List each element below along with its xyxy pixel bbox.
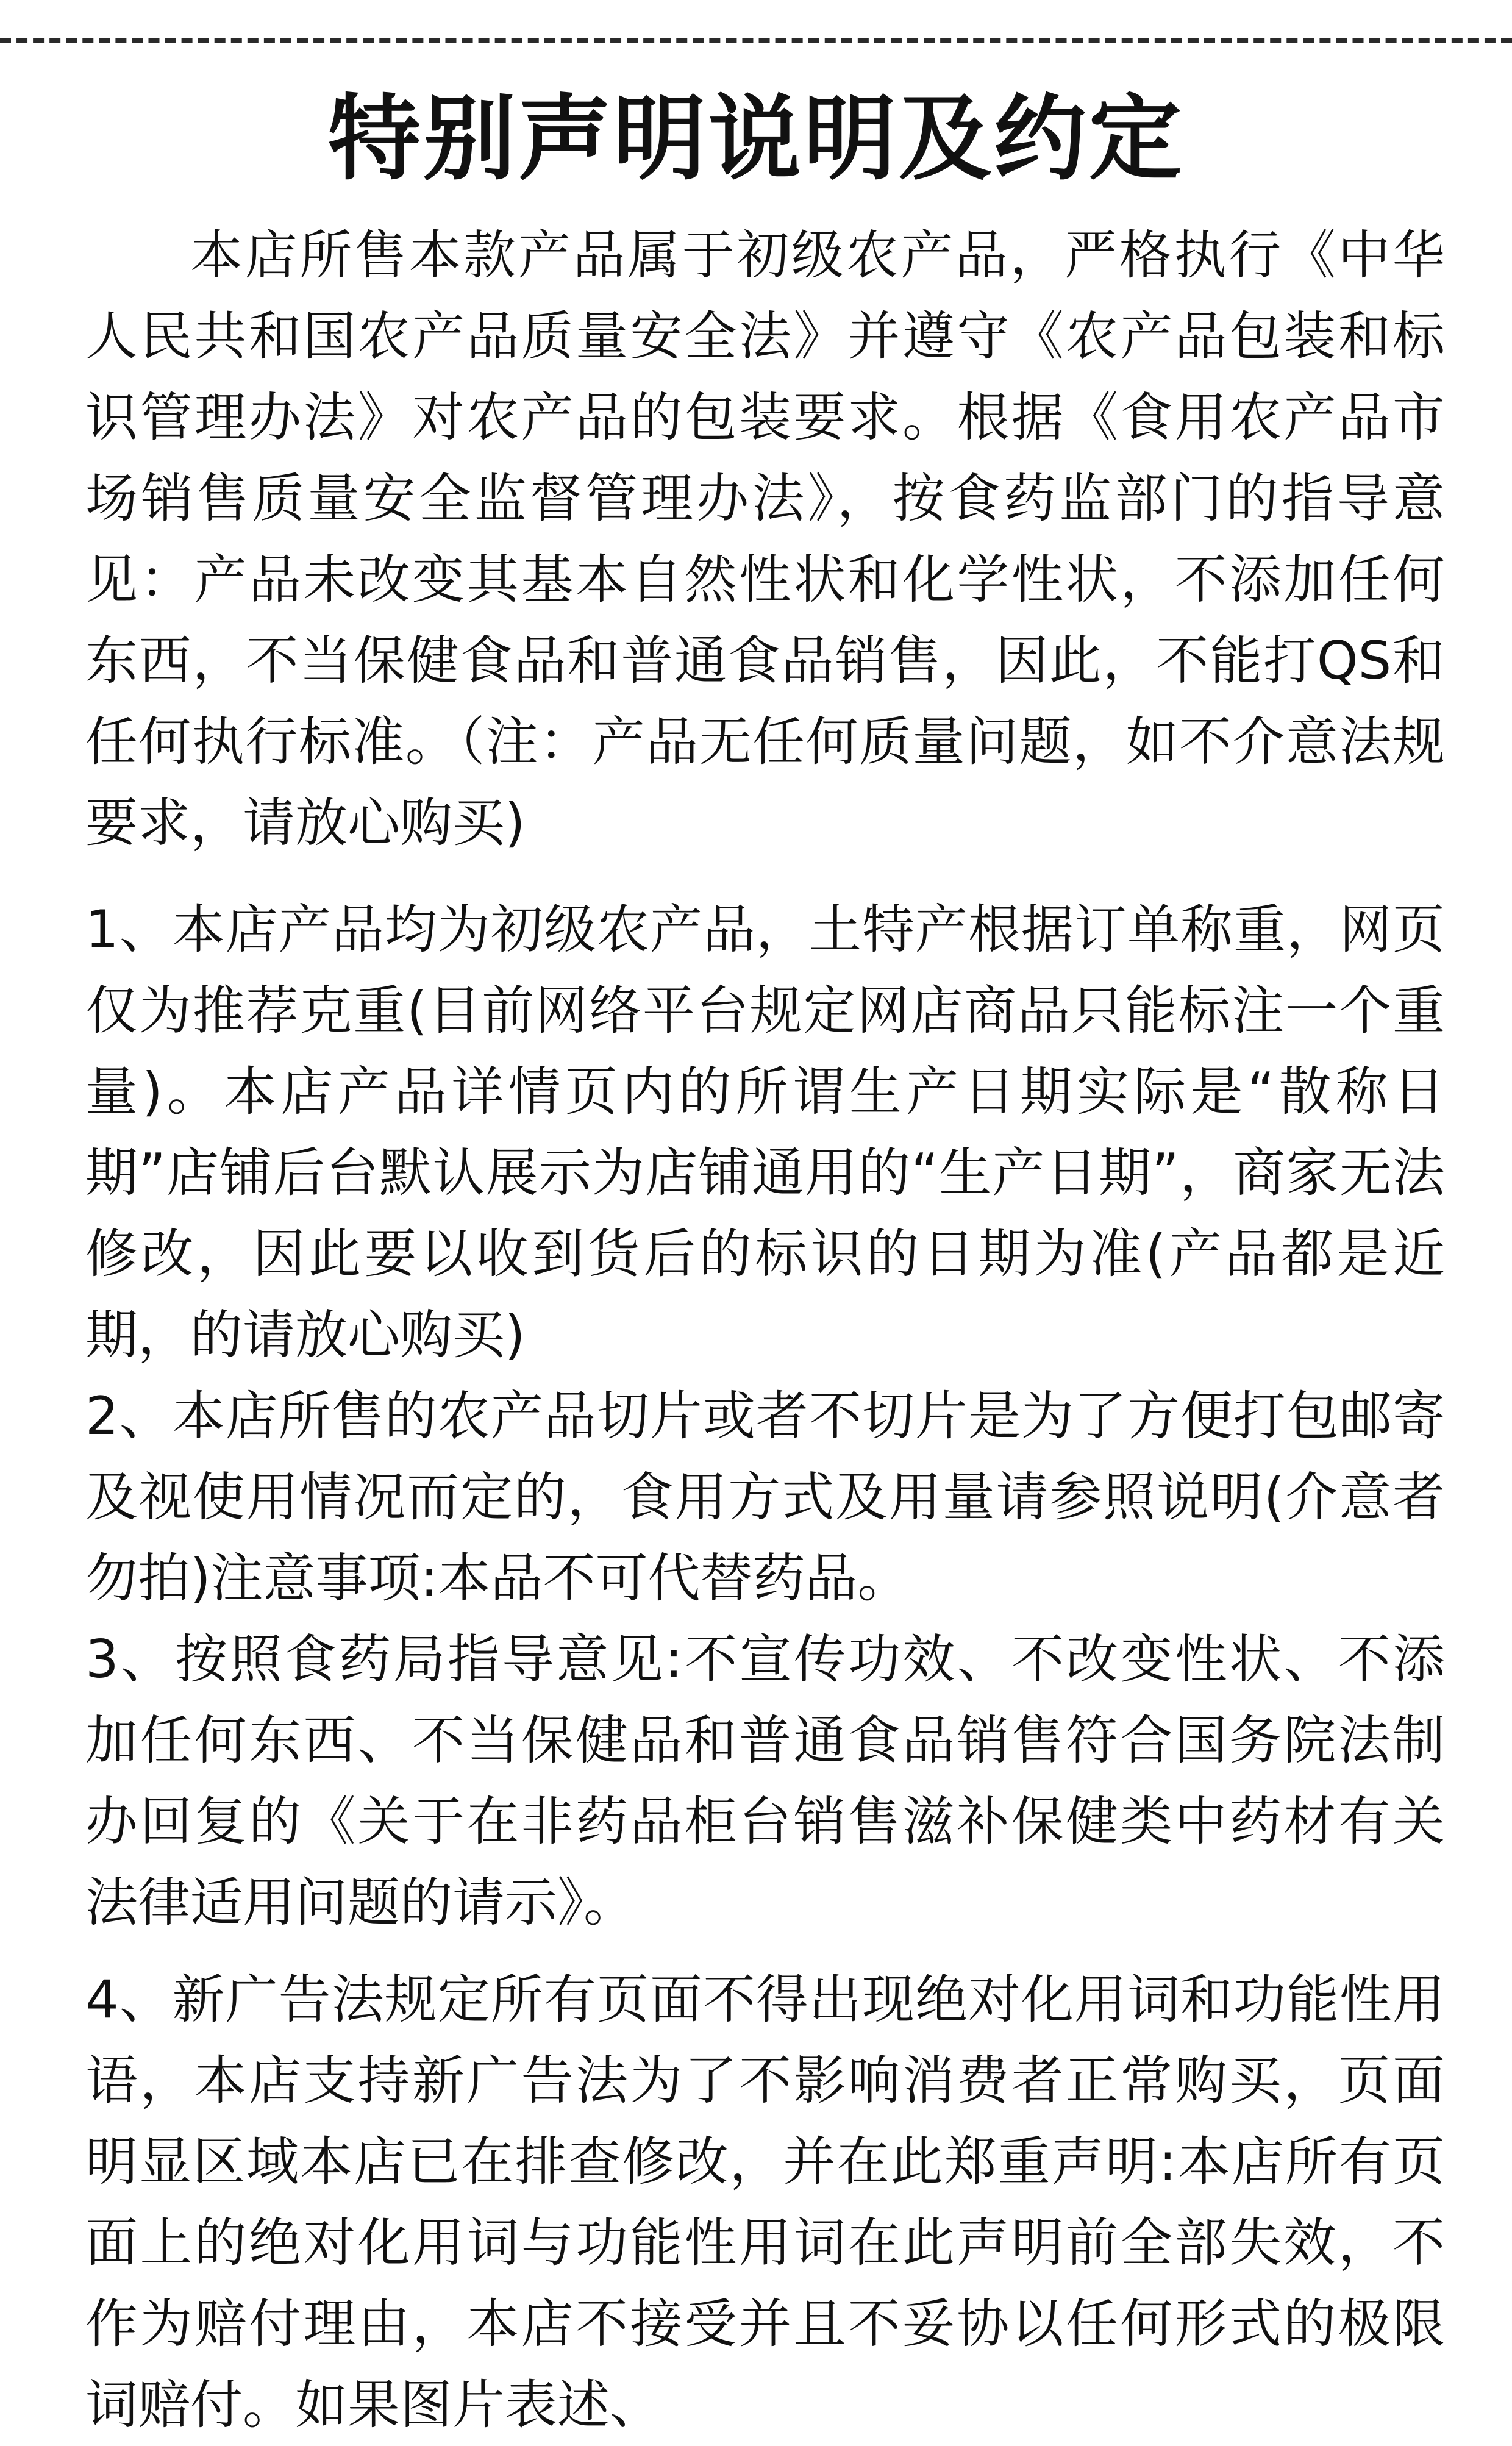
notice-body bbox=[85, 215, 1445, 2446]
notice-item-1: 1、本店产品均为初级农产品，土特产根据订单称重，网页仅为推荐克重(目前网络平台规定网店商品只能标注一个重量)。本店产品详情页内的所谓生产日期实际是“散称日期”店铺后台默认展示为店铺通用的“生产日期”，商家无法修改，因此要以收到货后的标识的日期为准(产品都是近期，的请放心购买) bbox=[85, 899, 1445, 1366]
notice-item-3: 3、按照食药局指导意见:不宣传功效、不改变性状、不添加任何东西、不当保健品和普通食品销售符合国务院法制办回复的《关于在非药品柜台销售滋补保健类中药材有关法律适用问题的请示》。 bbox=[85, 1629, 1445, 1933]
page-title: 特别声明说明及约定 bbox=[328, 85, 1184, 193]
notice-item-2: 2、本店所售的农产品切片或者不切片是为了方便打包邮寄及视使用情况而定的，食用方式及用量请参照说明(介意者勿拍)注意事项:本品不可代替药品。 bbox=[85, 1386, 1445, 1609]
notice-item-4: 4、新广告法规定所有页面不得出现绝对化用词和功能性用语，本店支持新广告法为了不影响消费者正常购买，页面明显区域本店已在排查修改，并在此郑重声明:本店所有页面上的绝对化用词与功能性用词在此声明前全部失效，不作为赔付理由，本店不接受并且不妥协以任何形式的极限词赔付。如果图片表述、 bbox=[85, 1969, 1445, 2436]
intro-paragraph: 本店所售本款产品属于初级农产品，严格执行《中华人民共和国农产品质量安全法》并遵守《农产品包装和标识管理办法》对农产品的包装要求。根据《食用农产品市场销售质量安全监督管理办法》，按食药监部门的指导意见：产品未改变其基本自然性状和化学性状，不添加任何东西，不当保健食品和普通食品销售，因此，不能打QS和任何执行标准。（注：产品无任何质量问题，如不介意法规要求，请放心购买) bbox=[85, 225, 1445, 854]
top-dashed-divider bbox=[0, 38, 1512, 43]
